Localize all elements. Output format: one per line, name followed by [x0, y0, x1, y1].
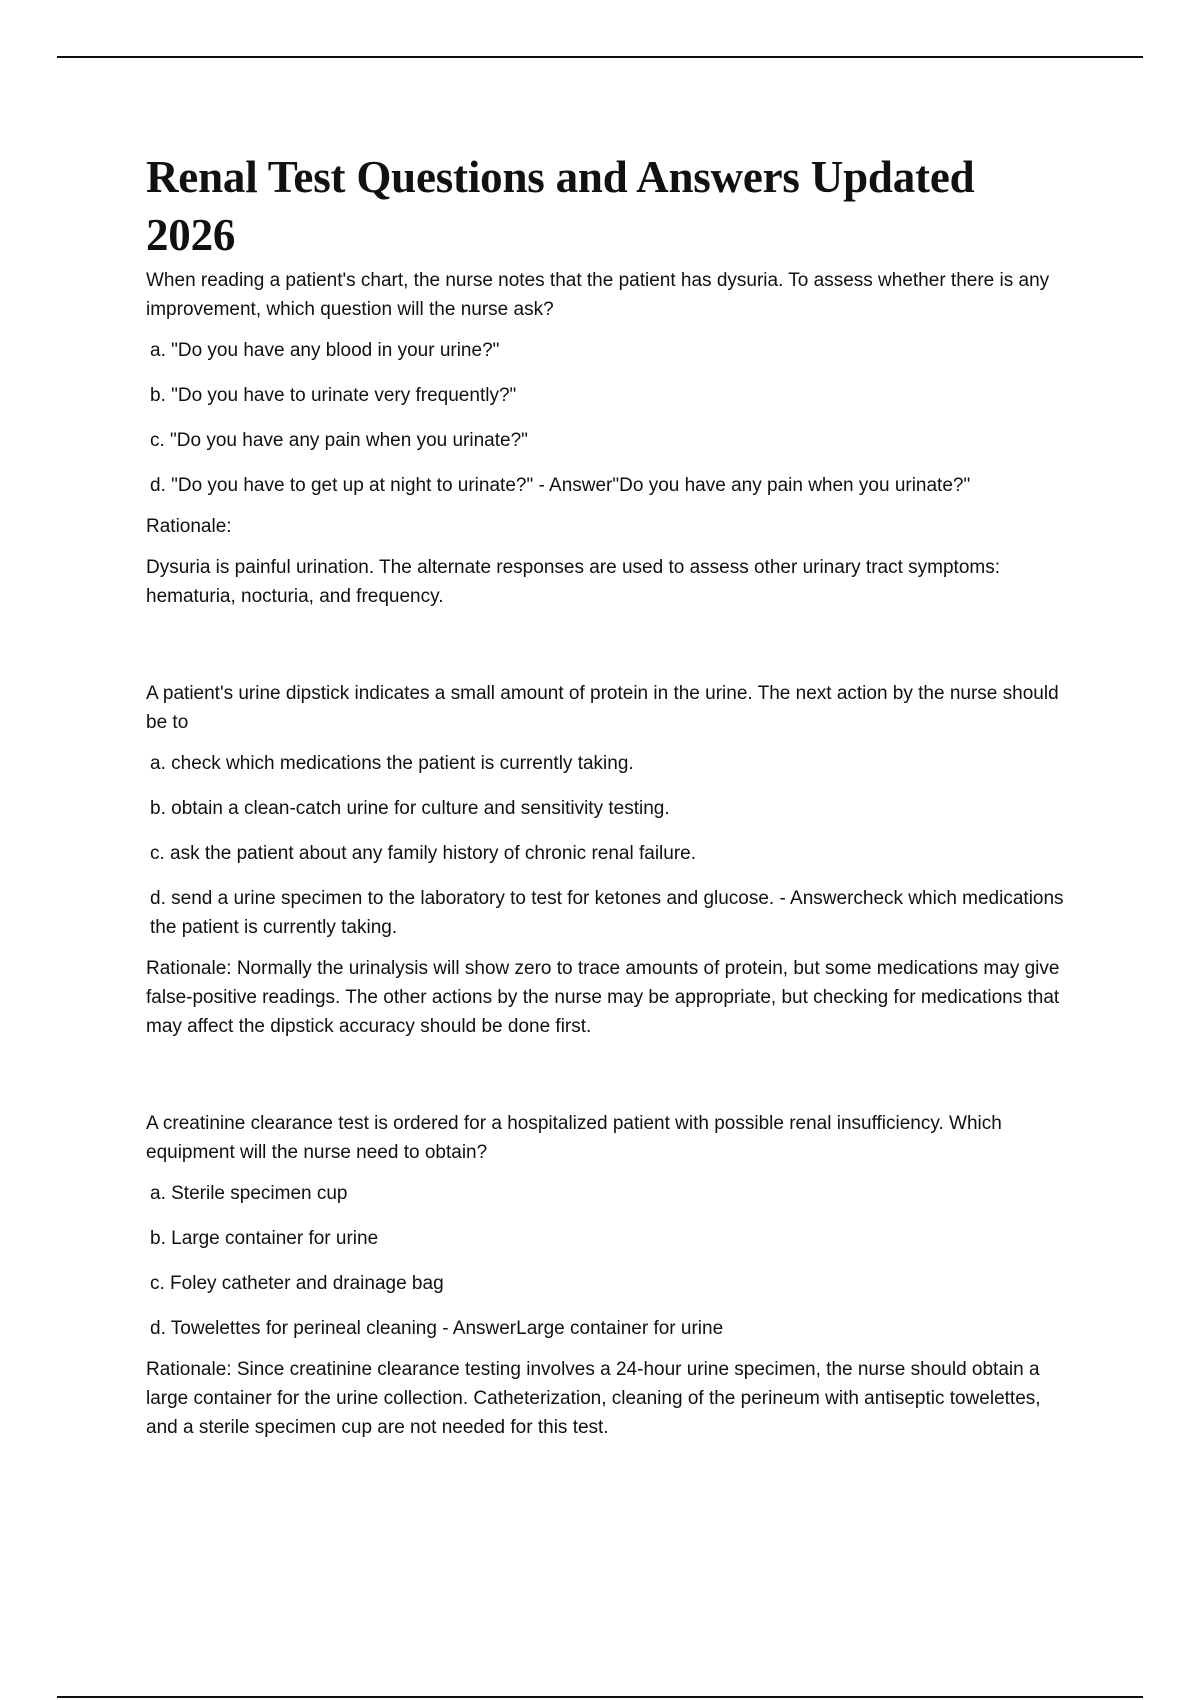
page-title: Renal Test Questions and Answers Updated 2026 [146, 152, 975, 260]
answer-option-c: c. "Do you have any pain when you urinate?" [150, 430, 528, 451]
answer-option-c: c. ask the patient about any family history of chronic renal failure. [150, 843, 696, 864]
top-rule [57, 56, 1143, 58]
question-stem: When reading a patient's chart, the nurse notes that the patient has dysuria. To assess whether there is any improvement, which question will the nurse ask? [146, 270, 1050, 320]
question-stem: A patient's urine dipstick indicates a small amount of protein in the urine. The next action by the nurse should be to [146, 683, 1059, 733]
answer-option-b: b. "Do you have to urinate very frequently?" [150, 385, 517, 406]
rationale-label: Rationale: [146, 516, 232, 537]
answer-option-d: d. send a urine specimen to the laboratory to test for ketones and glucose. - Answercheck which medications the patient is currently taking. [150, 888, 1064, 938]
bottom-rule [57, 1696, 1143, 1698]
answer-option-d: d. "Do you have to get up at night to urinate?" - Answer"Do you have any pain when you urinate?" [150, 475, 971, 496]
question-block-1 [146, 266, 1066, 611]
document-body [146, 148, 1066, 1510]
question-stem: A creatinine clearance test is ordered for a hospitalized patient with possible renal insufficiency. Which equipment will the nurse need to obtain? [146, 1113, 1002, 1163]
answer-option-c: c. Foley catheter and drainage bag [150, 1273, 444, 1294]
answer-option-a: a. Sterile specimen cup [150, 1183, 348, 1204]
rationale-text: Rationale: Since creatinine clearance testing involves a 24-hour urine specimen, the nurse should obtain a large container for the urine collection. Catheterization, cleaning of the perineum with antiseptic towelettes, and a sterile specimen cup are not needed for this test. [146, 1359, 1041, 1438]
question-block-3 [146, 1109, 1066, 1442]
question-block-2 [146, 679, 1066, 1041]
answer-option-d: d. Towelettes for perineal cleaning - AnswerLarge container for urine [150, 1318, 724, 1339]
answer-option-a: a. "Do you have any blood in your urine?" [150, 340, 500, 361]
answer-option-b: b. obtain a clean-catch urine for culture and sensitivity testing. [150, 798, 670, 819]
answer-option-a: a. check which medications the patient is currently taking. [150, 753, 634, 774]
rationale-text: Rationale: Normally the urinalysis will show zero to trace amounts of protein, but some medications may give false-positive readings. The other actions by the nurse may be appropriate, but checking for medications that may affect the dipstick accuracy should be done first. [146, 958, 1060, 1037]
answer-option-b: b. Large container for urine [150, 1228, 379, 1249]
rationale-text: Dysuria is painful urination. The alternate responses are used to assess other urinary tract symptoms: hematuria, nocturia, and frequency. [146, 557, 1000, 607]
